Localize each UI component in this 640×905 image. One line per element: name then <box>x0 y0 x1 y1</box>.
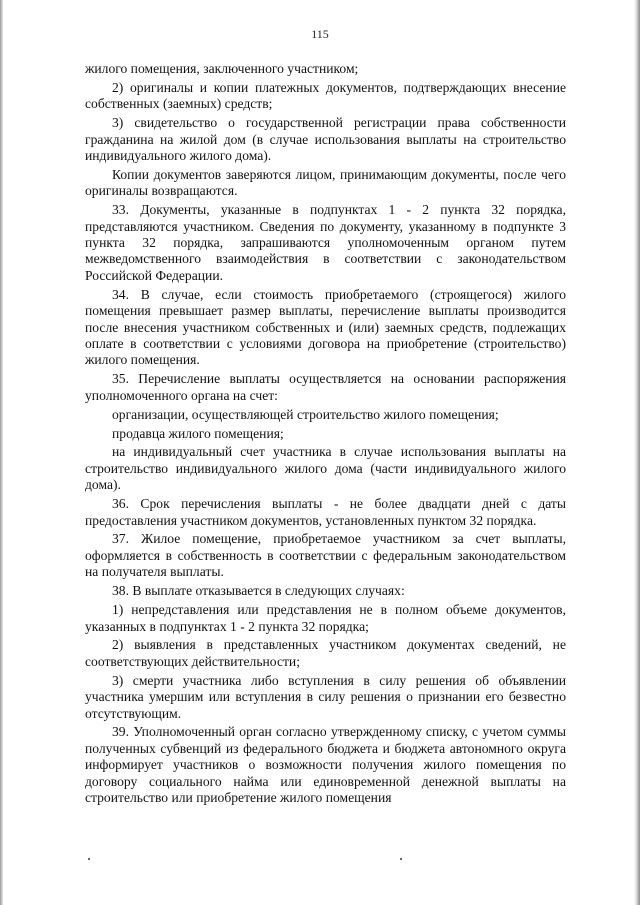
page-number: 115 <box>311 27 329 41</box>
paragraph: 39. Уполномоченный орган согласно утвержденному списку, с учетом суммы полученных субвенций из федерального бюджета и бюджета автономного округа информирует участников о возможности получения жилого помещения по договору социального найма или единовременной денежной выплаты на строительство или приобретение жилого помещения <box>85 724 566 806</box>
paragraph: 35. Перечисление выплаты осуществляется на основании распоряжения уполномоченного органа на счет: <box>85 371 566 403</box>
scan-edge-left <box>0 0 3 905</box>
paragraph: 34. В случае, если стоимость приобретаемого (строящегося) жилого помещения превышает размер выплаты, перечисление выплаты производится после внесения участником собственных и (или) заемных средств, подлежащих оплате в соответствии с условиями договора на приобретение (строительство) жилого помещения. <box>85 286 566 368</box>
scan-edge-right <box>634 0 640 905</box>
paragraph: на индивидуальный счет участника в случае использования выплаты на строительство индивидуального жилого дома (части индивидуального жилого дома). <box>85 444 566 493</box>
scan-speck <box>400 858 402 860</box>
paragraph: Копии документов заверяются лицом, принимающим документы, после чего оригиналы возвращаются. <box>85 166 566 199</box>
paragraph: 3) свидетельство о государственной регистрации права собственности гражданина на жилой дом (в случае использования выплаты на строительство индивидуального жилого дома). <box>85 115 566 164</box>
paragraph: 2) оригиналы и копии платежных документов, подтверждающих внесение собственных (заемных) средств; <box>85 79 566 112</box>
paragraph: 1) непредставления или представления не в полном объеме документов, указанных в подпунктах 1 - 2 пункта 32 порядка; <box>85 602 566 634</box>
paragraph: 2) выявления в представленных участником документах сведений, не соответствующих действительности; <box>85 637 566 669</box>
paragraph: 33. Документы, указанные в подпунктах 1 - 2 пункта 32 порядка, представляются участником. Сведения по документу, указанному в подпункте 3 пункта 32 порядка, запрашиваются уполномоченным органом путем межведомственного взаимодействия в соответствии с законодательством Российской Федерации. <box>85 202 566 283</box>
paragraph: 36. Срок перечисления выплаты - не более двадцати дней с даты предоставления участником документов, установленных пунктом 32 порядка. <box>85 496 566 528</box>
paragraph: 38. В выплате отказывается в следующих случаях: <box>112 583 405 599</box>
document-body <box>85 61 566 809</box>
paragraph: 37. Жилое помещение, приобретаемое участником за счет выплаты, оформляется в собственность в соответствии с федеральным законодательством на получателя выплаты. <box>85 531 566 580</box>
paragraph: 3) смерти участника либо вступления в силу решения об объявлении участника умершим или вступления в силу решения о признании его безвестно отсутствующим. <box>85 672 566 721</box>
paragraph: продавца жилого помещения; <box>112 425 284 441</box>
paragraph: жилого помещения, заключенного участником; <box>85 61 359 76</box>
paragraph: организации, осуществляющей строительство жилого помещения; <box>112 406 499 422</box>
scan-speck <box>88 858 90 860</box>
